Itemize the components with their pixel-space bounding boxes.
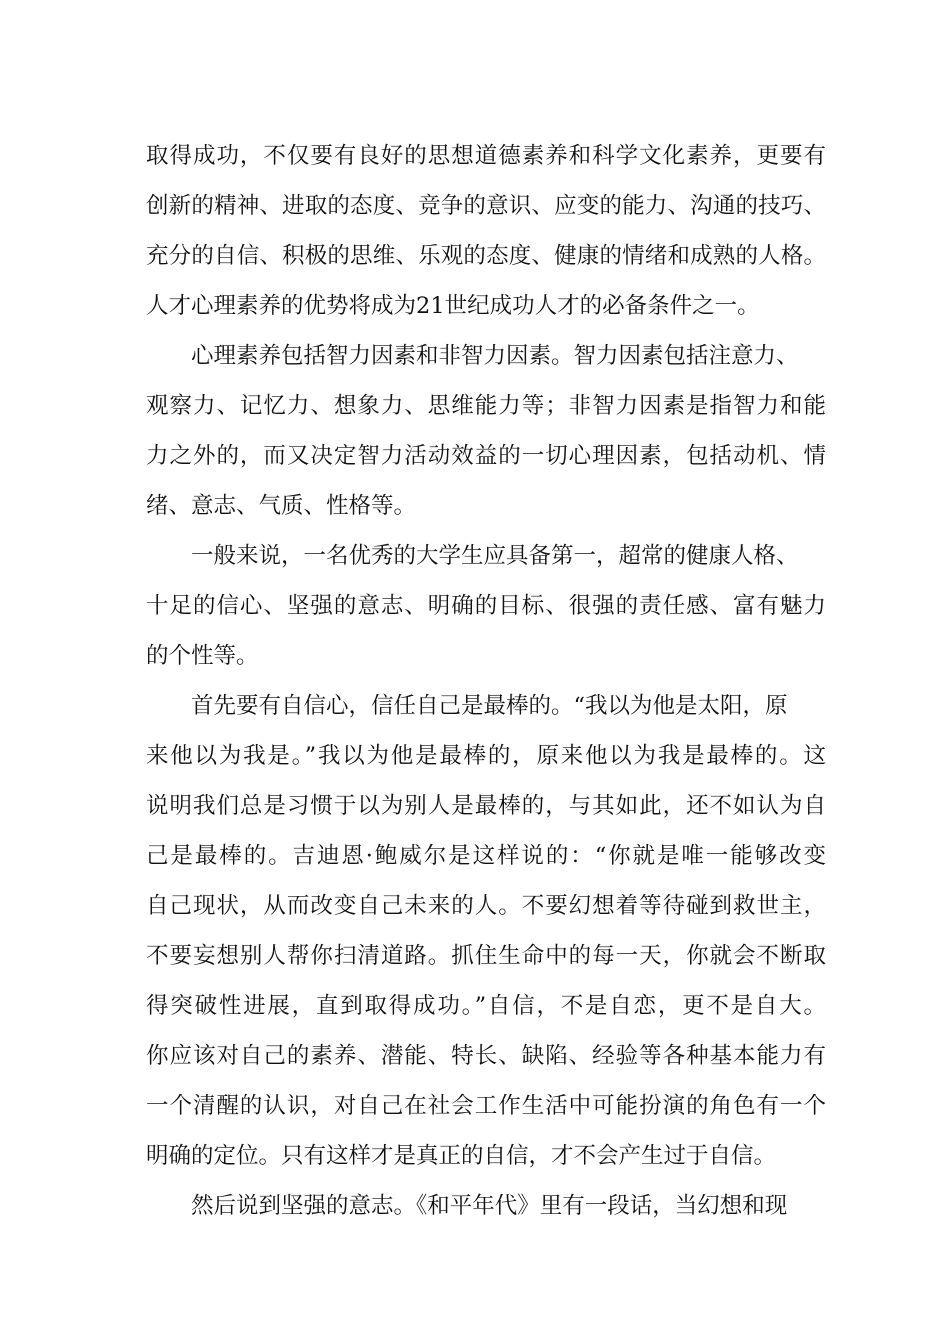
text-line: 创新的精神、进取的态度、竞争的意识、应变的能力、沟通的技巧、 bbox=[146, 193, 826, 219]
body-text bbox=[146, 131, 826, 1231]
text-line: 充分的自信、积极的思维、乐观的态度、健康的情绪和成熟的人格。 bbox=[146, 243, 826, 269]
text-line: 一个清醒的认识，对自己在社会工作生活中可能扮演的角色有一个 bbox=[146, 1093, 826, 1119]
paragraph-first-line: 一般来说，一名优秀的大学生应具备第一，超常的健康人格、 bbox=[191, 543, 799, 569]
text-line: 力之外的，而又决定智力活动效益的一切心理因素，包括动机、情 bbox=[146, 443, 826, 469]
text-line: 人才心理素养的优势将成为21世纪成功人才的必备条件之一。 bbox=[146, 293, 760, 319]
text-line: 观察力、记忆力、想象力、思维能力等；非智力因素是指智力和能 bbox=[146, 393, 826, 419]
paragraph-first-line: 首先要有自信心，信任自己是最棒的。“我以为他是太阳，原 bbox=[191, 693, 788, 719]
text-line: 来他以为我是。”我以为他是最棒的，原来他以为我是最棒的。这 bbox=[146, 743, 826, 769]
text-line: 十足的信心、坚强的意志、明确的目标、很强的责任感、富有魅力 bbox=[146, 593, 826, 619]
text-line: 得突破性进展，直到取得成功。”自信，不是自恋，更不是自大。 bbox=[146, 993, 826, 1019]
text-line: 己是最棒的。吉迪恩·鲍威尔是这样说的：“你就是唯一能够改变 bbox=[146, 843, 826, 869]
paragraph-first-line: 心理素养包括智力因素和非智力因素。智力因素包括注意力、 bbox=[191, 343, 799, 369]
text-line: 你应该对自己的素养、潜能、特长、缺陷、经验等各种基本能力有 bbox=[146, 1043, 826, 1069]
paragraph-first-line: 然后说到坚强的意志。《和平年代》里有一段话，当幻想和现 bbox=[191, 1193, 788, 1219]
text-line: 不要妄想别人帮你扫清道路。抓住生命中的每一天，你就会不断取 bbox=[146, 943, 826, 969]
text-line: 的个性等。 bbox=[146, 643, 259, 669]
text-line: 说明我们总是习惯于以为别人是最棒的，与其如此，还不如认为自 bbox=[146, 793, 826, 819]
text-line: 自己现状，从而改变自己未来的人。不要幻想着等待碰到救世主， bbox=[146, 893, 826, 919]
text-line: 明确的定位。只有这样才是真正的自信，才不会产生过于自信。 bbox=[146, 1143, 777, 1169]
text-line: 取得成功，不仅要有良好的思想道德素养和科学文化素养，更要有 bbox=[146, 143, 826, 169]
text-line: 绪、意志、气质、性格等。 bbox=[146, 493, 417, 519]
